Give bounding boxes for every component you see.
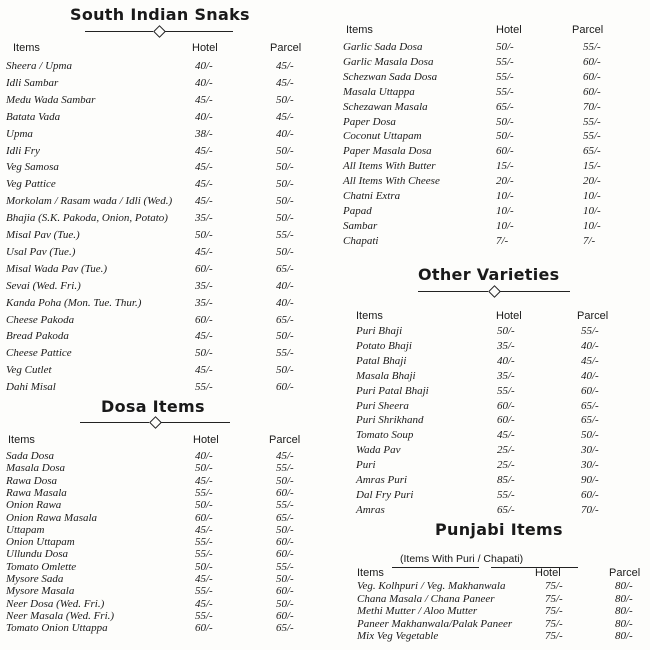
snacks-row [6,381,316,394]
hotel-price: 55/- [195,585,213,598]
dosa-header-parcel: Parcel [269,434,301,446]
parcel-price: 55/- [581,325,599,337]
dosa-row [6,585,316,598]
parcel-price: 55/- [276,499,294,512]
hotel-price: 75/- [545,605,563,617]
snacks-row [6,347,316,360]
item-name: Bread Pakoda [6,330,69,343]
dosa_more-row [343,175,648,188]
item-name: Neer Dosa (Wed. Fri.) [6,597,105,610]
parcel-price: 65/- [581,414,599,427]
item-name: Potato Bhaji [356,339,412,352]
dosa-row [6,536,316,549]
parcel-price: 10/- [583,219,601,232]
parcel-price: 15/- [583,160,601,173]
parcel-price: 50/- [276,364,294,377]
parcel-price: 50/- [276,245,294,258]
item-name: Tomato Onion Uttappa [6,622,108,635]
snacks-row [6,364,316,377]
item-name: Idli Sambar [6,76,59,89]
hotel-price: 35/- [195,279,213,292]
item-name: Dal Fry Puri [356,488,414,501]
item-name: Misal Wada Pav (Tue.) [6,262,108,275]
other-title: Other Varieties [418,265,560,284]
punjabi-row [357,593,647,606]
other-row [356,429,646,442]
item-name: Rawa Masala [6,486,67,499]
dosa_more-row [343,71,648,84]
hotel-price: 60/- [496,145,514,158]
other-row [356,400,646,413]
parcel-price: 50/- [276,597,294,610]
parcel-price: 70/- [581,503,599,516]
hotel-price: 75/- [545,580,563,592]
parcel-price: 50/- [276,161,294,174]
snacks-row [6,330,316,343]
item-name: Cheese Pakoda [6,313,75,326]
item-name: Tomato Omlette [6,560,77,573]
parcel-price: 60/- [583,85,601,98]
parcel-price: 40/- [276,279,294,292]
other-row [356,340,646,353]
hotel-price: 40/- [497,354,515,367]
hotel-price: 45/- [195,474,213,487]
hotel-price: 45/- [195,93,213,106]
hotel-price: 55/- [195,536,213,549]
dosa_more-row [343,145,648,158]
parcel-price: 60/- [276,486,294,499]
hotel-price: 55/- [195,548,213,561]
punjabi-subtitle: (Items With Puri / Chapati) [400,553,524,565]
hotel-price: 15/- [496,160,514,173]
parcel-price: 50/- [276,93,294,106]
parcel-price: 60/- [276,609,294,622]
hotel-price: 40/- [195,60,213,72]
item-name: All Items With Butter [343,160,436,173]
hotel-price: 7/- [496,234,509,247]
hotel-price: 45/- [195,330,213,343]
dosa_more-row [343,86,648,99]
item-name: Puri Shrikhand [356,414,424,427]
item-name: Kanda Poha (Mon. Tue. Thur.) [6,296,142,309]
parcel-price: 55/- [276,229,294,241]
punjabi-header-hotel: Hotel [535,567,561,579]
parcel-price: 10/- [583,190,601,202]
item-name: Puri Bhaji [356,325,403,337]
parcel-price: 50/- [276,330,294,343]
hotel-price: 55/- [496,85,514,98]
parcel-price: 20/- [583,175,601,188]
dosa_more-row [343,130,648,143]
item-name: Methi Mutter / Aloo Mutter [357,605,478,617]
other-row [356,474,646,487]
other-row [356,355,646,368]
item-name: Mix Veg Vegetable [357,630,439,642]
snacks-header-items: Items [13,42,40,54]
hotel-price: 50/- [195,560,213,573]
hotel-price: 55/- [195,486,213,499]
hotel-price: 35/- [195,296,213,309]
other-header-hotel: Hotel [496,310,522,322]
parcel-price: 80/- [615,605,633,617]
parcel-price: 50/- [276,212,294,225]
snacks-row [6,195,316,208]
parcel-price: 60/- [276,381,294,394]
hotel-price: 45/- [195,523,213,536]
parcel-price: 65/- [276,262,294,275]
snacks-row [6,263,316,276]
item-name: Bhajia (S.K. Pakoda, Onion, Potato) [6,212,168,225]
hotel-price: 65/- [496,100,514,113]
parcel-price: 10/- [583,204,601,217]
parcel-price: 65/- [276,313,294,326]
other-row [356,414,646,427]
item-name: Paneer Makhanwala/Palak Paneer [357,617,513,630]
item-name: Masala Dosa [6,462,65,475]
dosa-row [6,548,316,561]
parcel-price: 50/- [276,144,294,157]
item-name: Veg Cutlet [6,364,52,377]
parcel-price: 40/- [581,339,599,352]
parcel-price: 55/- [583,115,601,128]
punjabi-title: Punjabi Items [435,520,563,539]
hotel-price: 50/- [195,229,213,241]
hotel-price: 75/- [545,592,563,605]
dosa_more-row [343,220,648,233]
hotel-price: 75/- [545,617,563,630]
parcel-price: 60/- [583,55,601,68]
parcel-price: 80/- [615,580,633,592]
punjabi-row [357,630,647,643]
parcel-price: 55/- [583,41,601,53]
parcel-price: 80/- [615,630,633,642]
hotel-price: 40/- [195,76,213,89]
parcel-price: 80/- [615,617,633,630]
hotel-price: 60/- [195,313,213,326]
item-name: Mysore Sada [6,573,64,585]
punjabi-row [357,580,647,593]
other-header-items: Items [356,310,383,322]
dosa-more-header-parcel: Parcel [572,24,604,36]
item-name: Garlic Masala Dosa [343,55,434,68]
hotel-price: 35/- [497,369,515,382]
dosa-row [6,499,316,512]
hotel-price: 55/- [496,70,514,83]
hotel-price: 20/- [496,175,514,188]
other-header-parcel: Parcel [577,310,609,322]
item-name: Paper Dosa [343,115,396,128]
item-name: Morkolam / Rasam wada / Idli (Wed.) [6,195,173,208]
item-name: Patal Bhaji [356,354,407,367]
dosa_more-row [343,41,648,54]
item-name: Usal Pav (Tue.) [6,245,76,258]
hotel-price: 45/- [195,364,213,377]
item-name: Puri Sheera [356,399,409,412]
parcel-price: 55/- [276,560,294,573]
hotel-price: 40/- [195,110,213,123]
item-name: Puri Patal Bhaji [356,384,429,397]
snacks-row [6,60,316,73]
dosa-row [6,487,316,500]
hotel-price: 45/- [195,195,213,208]
parcel-price: 50/- [276,573,294,585]
dosa-title-ornament [80,418,230,426]
parcel-price: 65/- [581,399,599,412]
other-row [356,385,646,398]
punjabi-row [357,605,647,618]
item-name: Schezwan Sada Dosa [343,70,438,83]
item-name: Garlic Sada Dosa [343,41,423,53]
parcel-price: 60/- [276,536,294,549]
parcel-price: 50/- [276,523,294,536]
dosa-row [6,512,316,525]
parcel-price: 60/- [276,585,294,598]
hotel-price: 45/- [195,178,213,191]
item-name: All Items With Cheese [343,175,440,188]
item-name: Sambar [343,219,378,232]
snacks-row [6,111,316,124]
item-name: Masala Bhaji [356,369,416,382]
parcel-price: 45/- [276,110,294,123]
item-name: Rawa Dosa [6,474,58,487]
item-name: Dahi Misal [6,381,56,394]
hotel-price: 60/- [497,399,515,412]
parcel-price: 60/- [276,548,294,561]
hotel-price: 55/- [195,381,213,394]
dosa-row [6,610,316,623]
hotel-price: 60/- [195,622,213,635]
snacks-row [6,280,316,293]
parcel-price: 50/- [581,429,599,442]
punjabi-row [357,618,647,631]
hotel-price: 55/- [195,609,213,622]
hotel-price: 50/- [195,462,213,475]
hotel-price: 45/- [497,429,515,442]
parcel-price: 55/- [583,130,601,143]
hotel-price: 55/- [496,55,514,68]
item-name: Tomato Soup [356,429,414,442]
dosa-row [6,462,316,475]
snacks-row [6,94,316,107]
hotel-price: 45/- [195,161,213,174]
snacks-title-ornament [85,27,233,35]
item-name: Papad [343,204,372,217]
parcel-price: 50/- [276,178,294,191]
snacks-row [6,161,316,174]
snacks-title: South Indian Snaks [70,5,250,24]
parcel-price: 40/- [581,369,599,382]
item-name: Sada Dosa [6,450,54,462]
item-name: Amras Puri [356,474,408,486]
snacks-row [6,178,316,191]
parcel-price: 55/- [276,462,294,475]
parcel-price: 7/- [583,234,596,247]
hotel-price: 10/- [496,204,514,217]
other-title-ornament [418,287,570,295]
dosa-row [6,598,316,611]
dosa_more-row [343,116,648,129]
dosa-row [6,622,316,635]
item-name: Neer Masala (Wed. Fri.) [6,609,115,622]
hotel-price: 50/- [496,41,514,53]
dosa-row [6,573,316,586]
item-name: Onion Rawa [6,499,62,512]
item-name: Idli Fry [6,144,40,157]
other-row [356,444,646,457]
hotel-price: 35/- [497,339,515,352]
other-row [356,370,646,383]
dosa-title: Dosa Items [101,397,205,416]
dosa_more-row [343,56,648,69]
dosa-header-items: Items [8,434,35,446]
item-name: Coconut Uttapam [343,130,422,143]
item-name: Cheese Pattice [6,347,72,360]
parcel-price: 60/- [583,70,601,83]
item-name: Amras [356,503,385,516]
parcel-price: 40/- [276,127,294,140]
snacks-row [6,229,316,242]
hotel-price: 60/- [195,511,213,524]
item-name: Chapati [343,234,379,247]
hotel-price: 75/- [545,630,563,642]
parcel-price: 90/- [581,474,599,486]
other-row [356,325,646,338]
dosa_more-row [343,205,648,218]
snacks-header-hotel: Hotel [192,42,218,54]
hotel-price: 85/- [497,474,515,486]
parcel-price: 65/- [276,511,294,524]
punjabi-header-parcel: Parcel [609,567,641,579]
item-name: Veg Pattice [6,178,56,191]
parcel-price: 80/- [615,592,633,605]
parcel-price: 50/- [276,474,294,487]
item-name: Sevai (Wed. Fri.) [6,279,81,292]
hotel-price: 25/- [497,459,515,472]
item-name: Misal Pav (Tue.) [6,229,80,241]
dosa_more-row [343,160,648,173]
parcel-price: 50/- [276,195,294,208]
parcel-price: 60/- [581,488,599,501]
hotel-price: 45/- [195,144,213,157]
item-name: Masala Uttappa [343,85,415,98]
snacks-row [6,77,316,90]
hotel-price: 10/- [496,219,514,232]
item-name: Veg Samosa [6,161,59,174]
item-name: Upma [6,127,33,140]
hotel-price: 60/- [195,262,213,275]
item-name: Chatni Extra [343,190,401,202]
hotel-price: 10/- [496,190,514,202]
snacks-row [6,314,316,327]
parcel-price: 45/- [276,60,294,72]
snacks-row [6,145,316,158]
dosa-more-header-items: Items [346,24,373,36]
snacks-row [6,212,316,225]
hotel-price: 55/- [497,384,515,397]
parcel-price: 45/- [276,76,294,89]
item-name: Paper Masala Dosa [343,145,432,158]
snacks-row [6,246,316,259]
dosa_more-row [343,235,648,248]
hotel-price: 50/- [496,115,514,128]
hotel-price: 50/- [195,499,213,512]
parcel-price: 65/- [583,145,601,158]
hotel-price: 60/- [497,414,515,427]
dosa-row [6,524,316,537]
item-name: Onion Rawa Masala [6,511,98,524]
other-row [356,489,646,502]
parcel-price: 30/- [581,459,599,472]
hotel-price: 55/- [497,488,515,501]
item-name: Schezawan Masala [343,100,428,113]
item-name: Wada Pav [356,444,401,457]
item-name: Batata Vada [6,110,61,123]
dosa-row [6,450,316,463]
snacks-row [6,128,316,141]
dosa_more-row [343,101,648,114]
hotel-price: 50/- [497,325,515,337]
item-name: Veg. Kolhpuri / Veg. Makhanwala [357,580,506,592]
snacks-row [6,297,316,310]
hotel-price: 50/- [496,130,514,143]
hotel-price: 38/- [195,127,213,140]
hotel-price: 50/- [195,347,213,360]
dosa-more-header-hotel: Hotel [496,24,522,36]
hotel-price: 45/- [195,573,213,585]
hotel-price: 45/- [195,597,213,610]
dosa-header-hotel: Hotel [193,434,219,446]
parcel-price: 55/- [276,347,294,360]
dosa_more-row [343,190,648,203]
parcel-price: 60/- [581,384,599,397]
parcel-price: 30/- [581,444,599,457]
item-name: Medu Wada Sambar [6,93,96,106]
other-row [356,459,646,472]
hotel-price: 45/- [195,245,213,258]
item-name: Onion Uttapam [6,536,75,549]
hotel-price: 25/- [497,444,515,457]
hotel-price: 40/- [195,450,213,462]
dosa-row [6,561,316,574]
item-name: Uttapam [6,523,45,536]
hotel-price: 35/- [195,212,213,225]
parcel-price: 40/- [276,296,294,309]
other-row [356,504,646,517]
item-name: Chana Masala / Chana Paneer [357,592,495,605]
parcel-price: 45/- [276,450,294,462]
punjabi-header-items: Items [357,567,384,579]
dosa-row [6,475,316,488]
item-name: Mysore Masala [6,585,75,598]
parcel-price: 65/- [276,622,294,635]
item-name: Puri [356,459,376,472]
parcel-price: 45/- [581,354,599,367]
item-name: Sheera / Upma [6,60,72,72]
item-name: Ullundu Dosa [6,548,69,561]
snacks-header-parcel: Parcel [270,42,302,54]
parcel-price: 70/- [583,100,601,113]
hotel-price: 65/- [497,503,515,516]
